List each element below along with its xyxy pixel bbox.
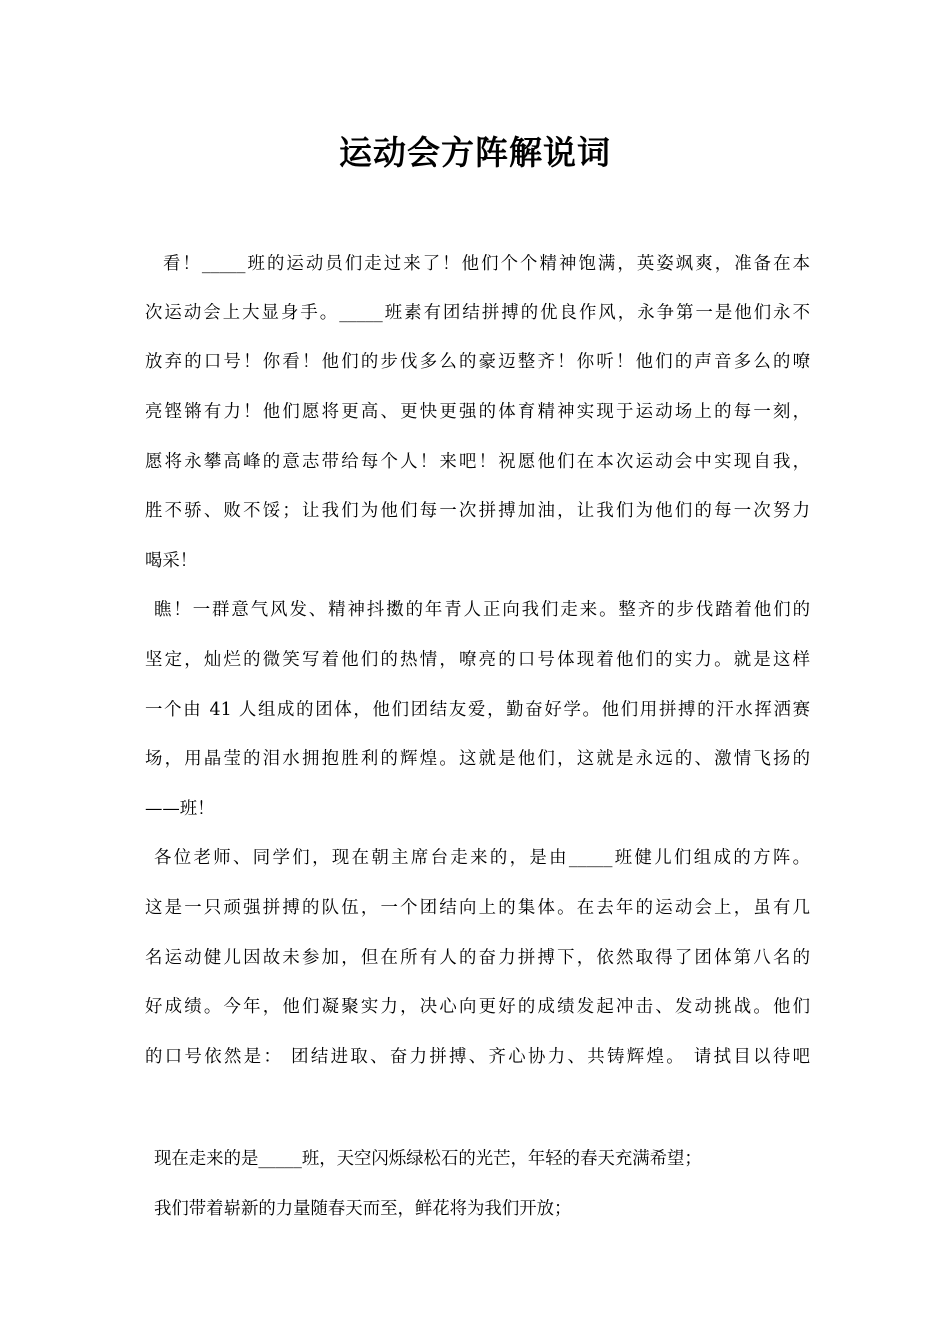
paragraph-line: 看！_____班的运动员们走过来了！他们个个精神饱满，英姿飒爽，准备在本 (163, 254, 810, 274)
paragraph-line: 亮铿锵有力！他们愿将更高、更快更强的体育精神实现于运动场上的每一刻， (145, 402, 810, 422)
paragraph-line: 的口号依然是： 团结进取、奋力拼搏、齐心协力、共铸辉煌。 请拭目以待吧 (145, 1047, 810, 1067)
paragraph-line: 现在走来的是_____班，天空闪烁绿松石的光芒，年轻的春天充满希望； (154, 1149, 702, 1169)
paragraph-line: 这是一只顽强拼搏的队伍，一个团结向上的集体。在去年的运动会上，虽有几 (145, 898, 810, 918)
paragraph-line: 坚定，灿烂的微笑写着他们的热情，嘹亮的口号体现着他们的实力。就是这样 (145, 650, 810, 670)
paragraph-line: 我们带着崭新的力量随春天而至，鲜花将为我们开放； (154, 1199, 572, 1219)
paragraph-line: 胜不骄、败不馁；让我们为他们每一次拼搏加油，让我们为他们的每一次努力 (145, 501, 810, 521)
paragraph-line: 好成绩。今年，他们凝聚实力，决心向更好的成绩发起冲击、发动挑战。他们 (145, 997, 810, 1017)
paragraph-line: 场，用晶莹的泪水拥抱胜利的辉煌。这就是他们，这就是永远的、激情飞扬的 (145, 749, 810, 769)
paragraph-line: 喝采！ (145, 551, 198, 571)
paragraph-line: 名运动健儿因故未参加，但在所有人的奋力拼搏下，依然取得了团体第八名的 (145, 948, 810, 968)
paragraph-line: 次运动会上大显身手。_____班素有团结拼搏的优良作风，永争第一是他们永不 (145, 303, 810, 323)
document-title: 运动会方阵解说词 (339, 133, 611, 172)
paragraph-line: 一个由 41 人组成的团体，他们团结友爱，勤奋好学。他们用拼搏的汗水挥洒赛 (145, 700, 810, 720)
paragraph-line: 各位老师、同学们，现在朝主席台走来的，是由_____班健儿们组成的方阵。 (154, 848, 810, 868)
paragraph-line: 愿将永攀高峰的意志带给每个人！来吧！祝愿他们在本次运动会中实现自我， (145, 452, 810, 472)
paragraph-line: 放弃的口号！你看！他们的步伐多么的豪迈整齐！你听！他们的声音多么的嘹 (145, 352, 810, 372)
paragraph-line: 瞧！一群意气风发、精神抖擞的年青人正向我们走来。整齐的步伐踏着他们的 (154, 600, 810, 620)
paragraph-line: ——班！ (145, 799, 215, 819)
